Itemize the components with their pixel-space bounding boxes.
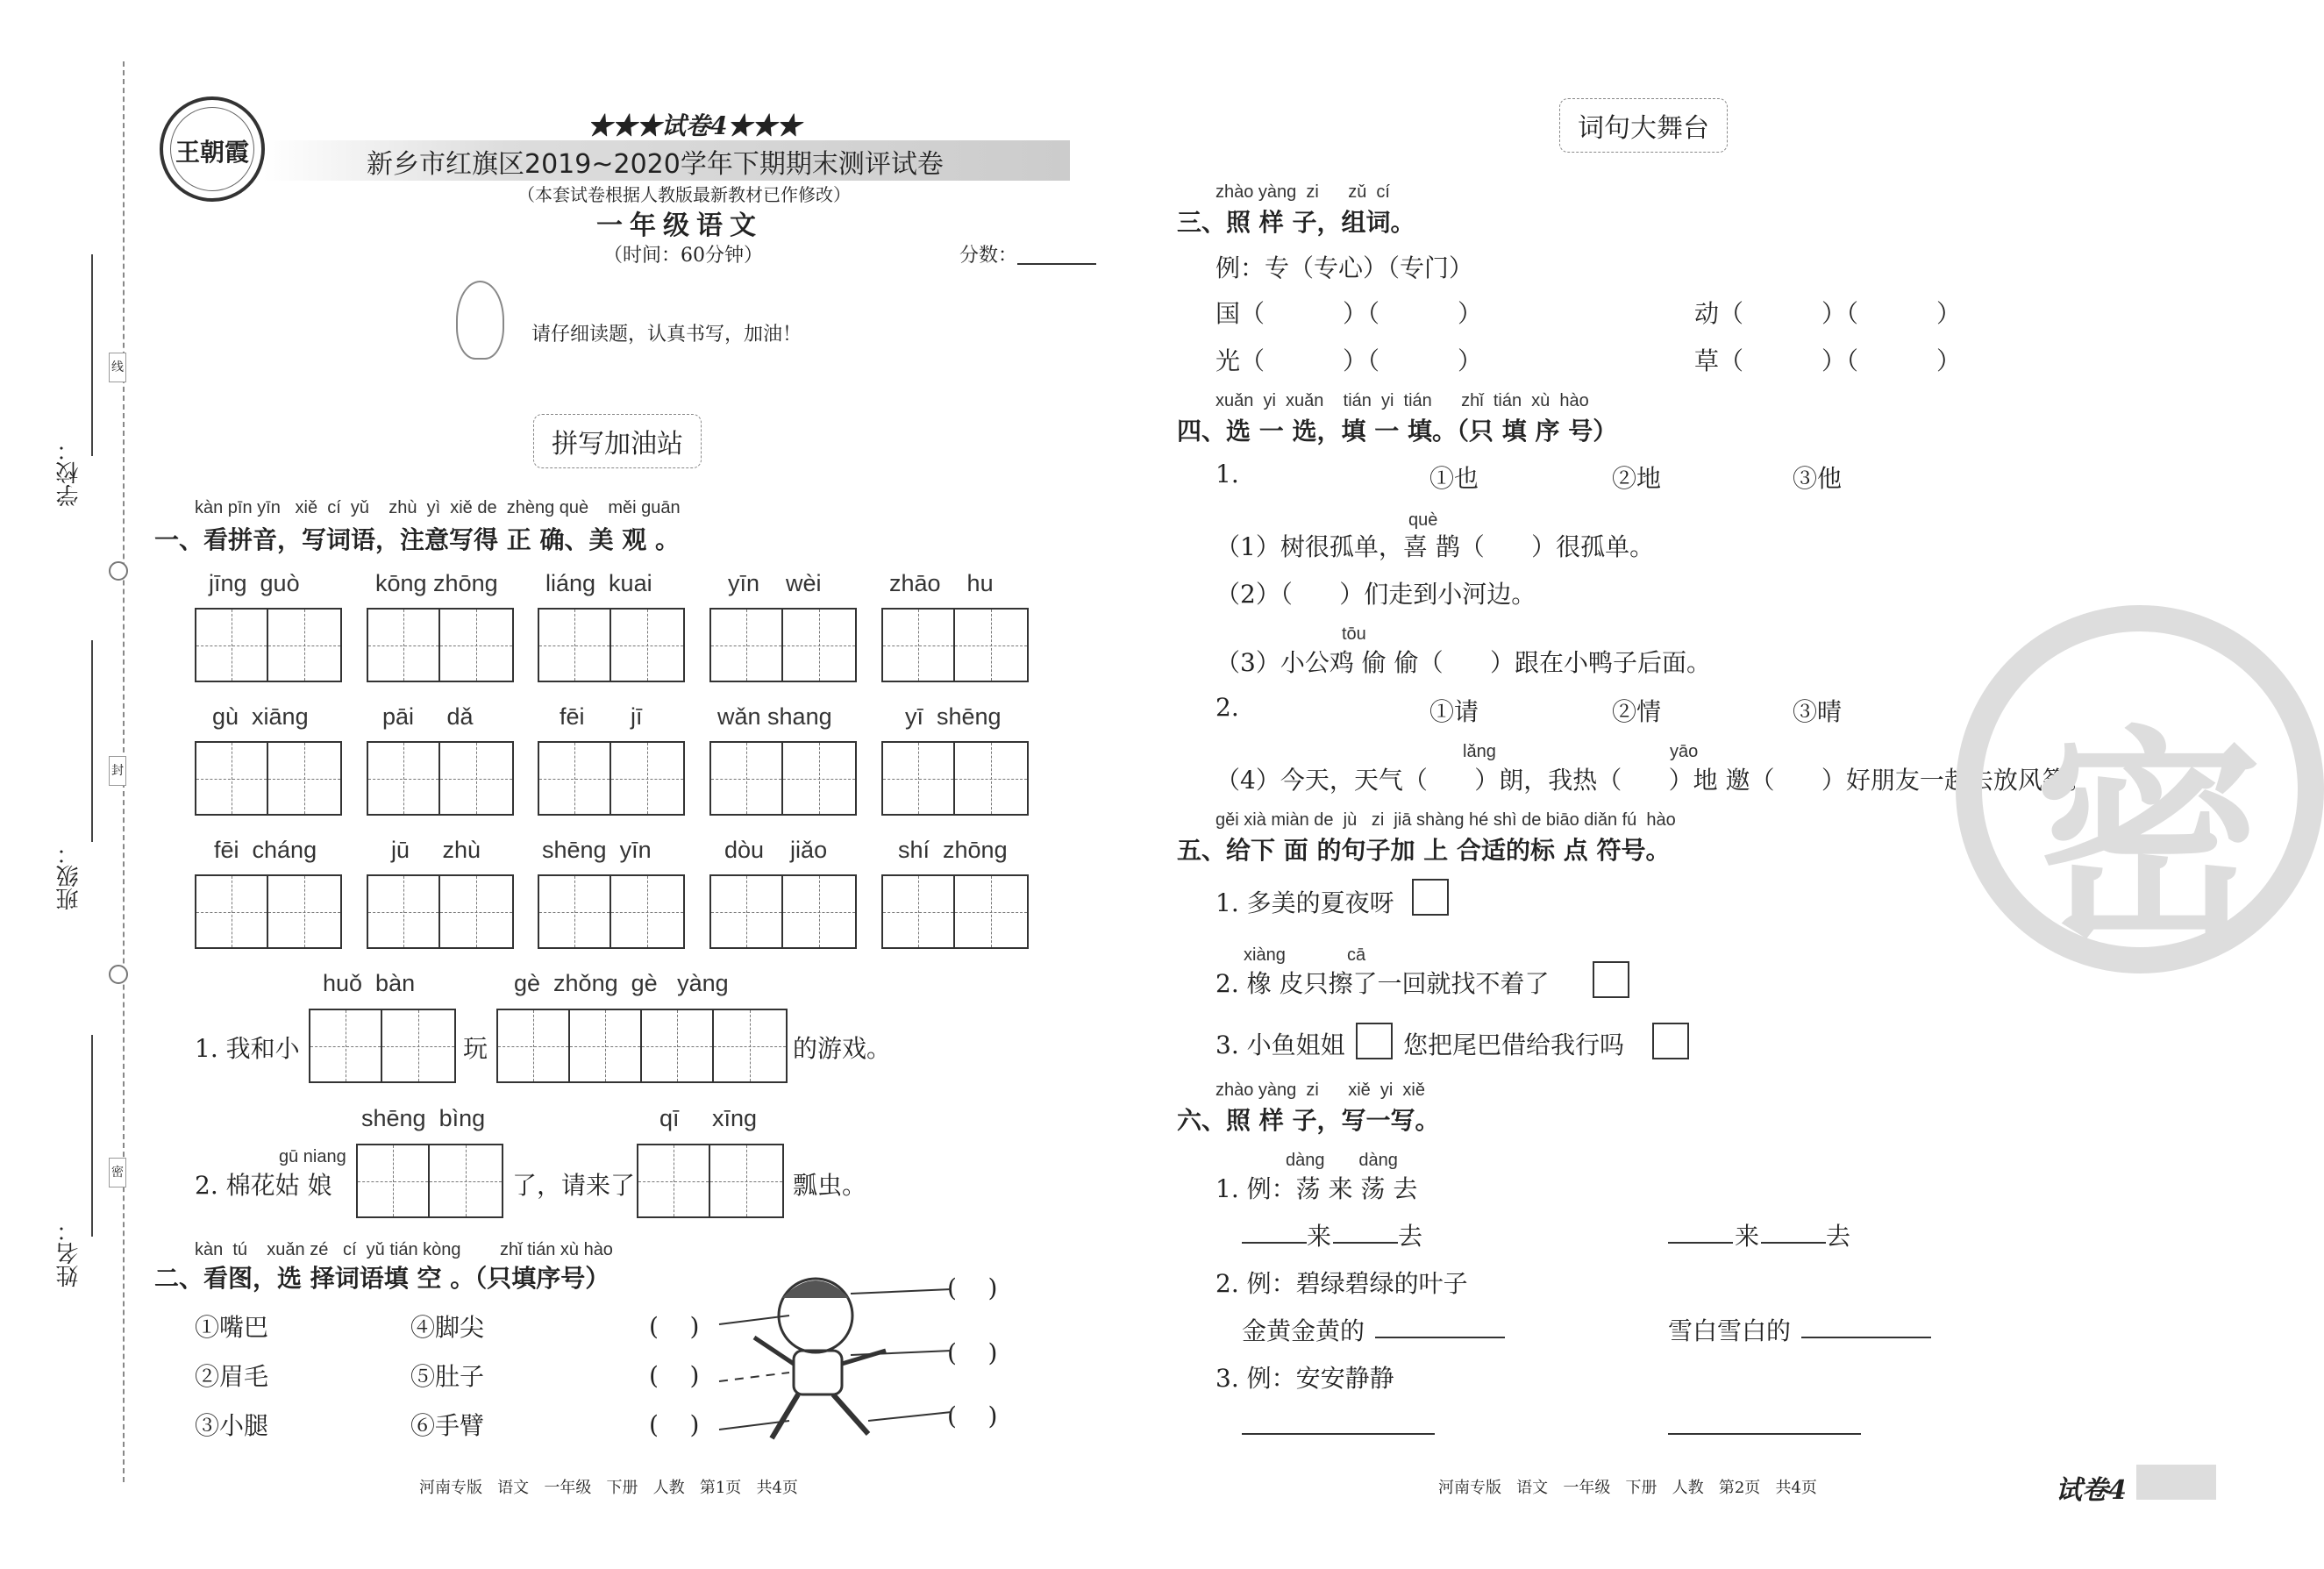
q2-title: 二、看图，选 择词语填 空 。（只填序号） [154, 1264, 610, 1293]
seal-mark-xian: 线 [109, 353, 126, 382]
q5-pinyin: gěi xià miàn de jù zi jiā shàng hé shì de biāo diǎn fú hào [1215, 810, 1676, 830]
seal-mark-feng: 封 [109, 756, 126, 786]
s1-pinyin-b: gè zhǒng gè yàng [514, 970, 729, 996]
exam-title: 新乡市红旗区2019~2020学年下期期末测评试卷 [367, 149, 944, 180]
writing-grid[interactable] [195, 874, 342, 949]
s2-pinyin-a: shēng bìng [361, 1105, 486, 1131]
corner-tab [2136, 1465, 2216, 1500]
q4-s4-pinyin-b: yāo [1670, 742, 1699, 761]
q3-item[interactable]: 草（ ）（ ） [1694, 346, 1962, 375]
punctuation-box[interactable] [1652, 1023, 1689, 1059]
writing-grid[interactable] [637, 1144, 784, 1218]
s2-post: 瓢虫。 [793, 1171, 867, 1200]
cartoon-mascot-icon [456, 281, 504, 360]
answer-line[interactable] [1242, 1433, 1435, 1435]
grid-pinyin: wǎn shang [717, 703, 832, 730]
grid-pinyin: jīng guò [209, 570, 300, 596]
writing-grid[interactable] [538, 741, 685, 816]
grid-pinyin: yīn wèi [728, 570, 822, 596]
s2-small-pinyin: gū niang [279, 1147, 346, 1166]
grid-pinyin: jū zhù [391, 837, 481, 863]
school-label: 学校： [56, 439, 82, 507]
q4-pinyin: xuǎn yi xuǎn tián yi tián zhǐ tián xù hào [1215, 391, 1589, 410]
q4-option: ③晴 [1793, 697, 1843, 726]
publisher-logo [160, 96, 265, 202]
seal-mark-mi: 密 [109, 1158, 126, 1187]
q2-option: ④脚尖 [410, 1313, 485, 1342]
q4-group1-label: 1. [1215, 460, 1239, 489]
q4-option: ①也 [1429, 464, 1479, 493]
right-footer: 河南专版 语文 一年级 下册 人教 第2页 共4页 [1438, 1479, 1817, 1497]
punctuation-box[interactable] [1593, 961, 1629, 998]
q3-pinyin: zhào yàng zi zǔ cí [1215, 182, 1390, 202]
score-field[interactable] [1017, 263, 1096, 265]
writing-grid[interactable] [709, 874, 857, 949]
writing-grid[interactable] [195, 608, 342, 682]
writing-grid[interactable] [881, 741, 1029, 816]
q5-sentence: 1. 多美的夏夜呀 [1215, 888, 1394, 917]
grid-pinyin: shí zhōng [898, 837, 1008, 863]
binding-hole-icon [109, 561, 128, 581]
grid-pinyin: yī shēng [905, 703, 1002, 730]
running-boy-illustration [719, 1263, 956, 1465]
q6-1-pinyin: dàng dàng [1286, 1151, 1398, 1170]
writing-grid[interactable] [538, 874, 685, 949]
secret-seal-watermark: 密 [1956, 605, 2324, 973]
q4-option: ②地 [1612, 464, 1662, 493]
answer-line[interactable] [1801, 1337, 1931, 1338]
class-line [91, 640, 93, 842]
q3-example: 例：专（专心）（专门） [1215, 253, 1474, 282]
grid-pinyin: kōng zhōng [375, 570, 498, 596]
q2-option: ①嘴巴 [195, 1313, 269, 1342]
s2-mid: 了，请来了 [512, 1171, 636, 1200]
q4-s4-pinyin-a: lǎng [1463, 742, 1496, 761]
q5-sentence: 您把尾巴借给我行吗 [1403, 1031, 1625, 1059]
grid-pinyin: dòu jiǎo [724, 837, 828, 863]
s1-pre: 1. 我和小 [195, 1034, 300, 1063]
writing-grid[interactable] [881, 874, 1029, 949]
grid-pinyin: zhāo hu [889, 570, 994, 596]
punctuation-box[interactable] [1356, 1023, 1393, 1059]
answer-blank[interactable]: ( ) [649, 1312, 700, 1341]
class-label: 班级： [56, 842, 82, 910]
q3-item[interactable]: 光（ ）（ ） [1215, 346, 1483, 375]
s1-mid: 玩 [463, 1034, 488, 1063]
school-line [91, 254, 93, 456]
s2-pre: 2. 棉花姑 娘 [195, 1171, 332, 1200]
answer-blank[interactable]: ( ) [649, 1361, 700, 1390]
answer-blank[interactable]: ( ) [947, 1273, 998, 1302]
q6-example: 3. 例：安安静静 [1215, 1364, 1394, 1393]
q6-lai: 来 [1735, 1222, 1760, 1251]
answer-line[interactable] [1242, 1242, 1307, 1244]
q4-title: 四、选 一 选，填 一 填。（只 填 序 号） [1177, 417, 1618, 446]
q2-pinyin: kàn tú xuǎn zé cí yǔ tián kòng zhǐ tián xù hào [195, 1240, 613, 1259]
writing-grid[interactable] [496, 1009, 788, 1083]
grid-pinyin: gù xiāng [212, 703, 309, 730]
q5-title: 五、给下 面 的句子加 上 合适的标 点 符号。 [1177, 836, 1671, 865]
writing-grid[interactable] [367, 608, 514, 682]
grid-pinyin: liáng kuai [545, 570, 652, 596]
q6-qu: 去 [1398, 1222, 1423, 1251]
q4-sentence[interactable]: （2）（ ）们走到小河边。 [1215, 580, 1536, 609]
q4-s3-pinyin: tōu [1342, 624, 1366, 644]
answer-blank[interactable]: ( ) [947, 1401, 998, 1430]
q3-item[interactable]: 动（ ）（ ） [1694, 299, 1962, 328]
q5-sentence: 2. 橡 皮只擦了一回就找不着了 [1215, 969, 1550, 998]
section-badge-spelling: 拼写加油站 [533, 414, 702, 468]
corner-exam-label: 试卷4 [2056, 1475, 2127, 1506]
grid-pinyin: fēi jī [560, 703, 643, 730]
writing-grid[interactable] [709, 741, 857, 816]
q5-s2-pinyin-b: cā [1347, 945, 1366, 965]
writing-grid[interactable] [309, 1009, 456, 1083]
name-label: 姓名： [56, 1219, 82, 1287]
q5-s2-pinyin-a: xiàng [1244, 945, 1286, 965]
exam-number-stars: ★★★试卷4★★★ [588, 111, 802, 140]
logo-text: 王朝霞 [175, 138, 249, 167]
q6-example: 1. 例：荡 来 荡 去 [1215, 1174, 1418, 1203]
score-label: 分数： [959, 245, 1018, 267]
exam-subtitle: （本套试卷根据人教版最新教材已作修改） [517, 184, 851, 205]
q2-option: ⑤肚子 [410, 1362, 485, 1391]
grid-pinyin: fēi cháng [214, 837, 317, 863]
writing-grid[interactable] [195, 741, 342, 816]
q4-sentence[interactable]: （4）今天，天气（ ）朗，我热（ ）地 邀（ ）好朋友一起去放风筝。 [1215, 766, 2092, 795]
section-badge-words: 词句大舞台 [1559, 98, 1728, 153]
q6-example: 2. 例：碧绿碧绿的叶子 [1215, 1269, 1468, 1298]
encouragement-tip: 请仔细读题，认真书写，加油！ [531, 324, 802, 346]
q2-option: ⑥手臂 [410, 1411, 485, 1440]
q6-2-prefix: 雪白雪白的 [1668, 1316, 1792, 1345]
q5-sentence: 3. 小鱼姐姐 [1215, 1031, 1345, 1059]
q4-option: ①请 [1429, 697, 1479, 726]
punctuation-box[interactable] [1412, 879, 1449, 916]
writing-grid[interactable] [538, 608, 685, 682]
binding-hole-icon [109, 965, 128, 984]
q6-lai: 来 [1307, 1222, 1332, 1251]
q3-title: 三、照 样 子，组词。 [1177, 208, 1415, 237]
q6-pinyin: zhào yàng zi xiě yi xiě [1215, 1080, 1425, 1100]
s1-pinyin-a: huǒ bàn [323, 970, 416, 996]
answer-line[interactable] [1668, 1242, 1733, 1244]
answer-blank[interactable]: ( ) [947, 1338, 998, 1367]
q4-option: ②情 [1612, 697, 1662, 726]
grid-pinyin: shēng yīn [542, 837, 652, 863]
q6-title: 六、照 样 子，写一写。 [1177, 1106, 1440, 1135]
q4-sentence[interactable]: （3）小公鸡 偷 偷（ ）跟在小鸭子后面。 [1215, 648, 1712, 677]
writing-grid[interactable] [709, 608, 857, 682]
course-title: 一年级语文 [596, 210, 763, 241]
q4-option: ③他 [1793, 464, 1843, 493]
writing-grid[interactable] [367, 741, 514, 816]
s1-post: 的游戏。 [793, 1034, 892, 1063]
q6-qu: 去 [1826, 1222, 1851, 1251]
q1-title: 一、看拼音，写词语，注意写得 正 确、美 观 。 [154, 525, 680, 554]
answer-blank[interactable]: ( ) [649, 1410, 700, 1439]
q4-sentence[interactable]: （1）树很孤单，喜 鹊（ ）很孤单。 [1215, 532, 1655, 561]
q6-2-prefix: 金黄金黄的 [1242, 1316, 1365, 1345]
q4-group2-label: 2. [1215, 693, 1239, 722]
grid-pinyin: pāi dǎ [382, 703, 474, 730]
writing-grid[interactable] [881, 608, 1029, 682]
writing-grid[interactable] [356, 1144, 503, 1218]
answer-line[interactable] [1761, 1242, 1826, 1244]
q2-option: ②眉毛 [195, 1362, 269, 1391]
q1-pinyin: kàn pīn yīn xiě cí yǔ zhù yì xiě de zhèng què měi guān [195, 498, 681, 517]
s2-pinyin-b: qī xīng [659, 1105, 758, 1131]
exam-time: （时间：60分钟） [603, 245, 763, 267]
answer-line[interactable] [1333, 1242, 1398, 1244]
answer-line[interactable] [1668, 1433, 1861, 1435]
writing-grid[interactable] [367, 874, 514, 949]
answer-line[interactable] [1375, 1337, 1505, 1338]
name-line [91, 1035, 93, 1237]
left-footer: 河南专版 语文 一年级 下册 人教 第1页 共4页 [419, 1479, 798, 1497]
q2-option: ③小腿 [195, 1411, 269, 1440]
q3-item[interactable]: 国（ ）（ ） [1215, 299, 1483, 328]
q4-s1-pinyin: què [1408, 510, 1438, 530]
